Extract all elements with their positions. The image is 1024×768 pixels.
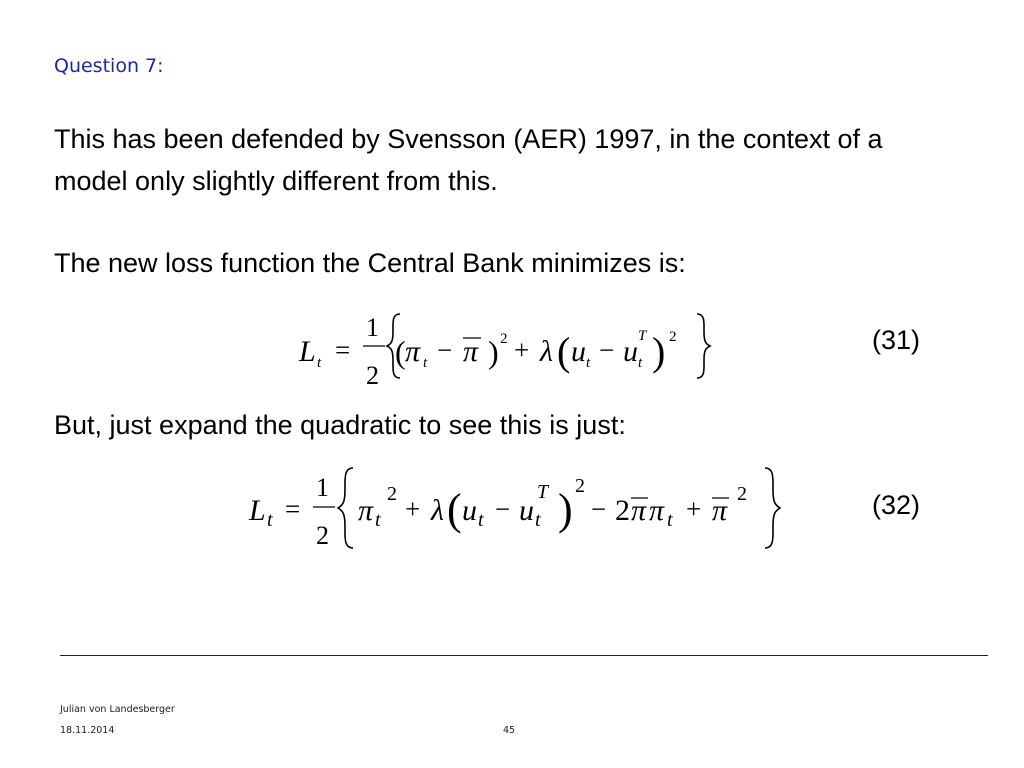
svg-text:): ) <box>652 329 666 374</box>
svg-text:(: ( <box>395 334 406 370</box>
svg-text:(: ( <box>557 329 571 374</box>
svg-text:T: T <box>537 481 549 503</box>
svg-text:t: t <box>638 355 643 371</box>
svg-text:+: + <box>514 335 530 365</box>
svg-text:=: = <box>285 494 301 524</box>
svg-text:u: u <box>571 335 586 368</box>
slide-heading: Question 7: <box>54 55 164 77</box>
svg-text:T: T <box>638 328 647 344</box>
equation-32 <box>245 462 795 557</box>
svg-text:2: 2 <box>316 521 329 550</box>
svg-text:+: + <box>686 494 702 524</box>
svg-text:1: 1 <box>366 313 379 342</box>
svg-text:2: 2 <box>669 329 677 345</box>
svg-text:π: π <box>712 494 728 527</box>
svg-text:t: t <box>423 355 428 371</box>
svg-text:2: 2 <box>366 361 379 390</box>
svg-text:(: ( <box>447 485 462 534</box>
svg-text:u: u <box>519 494 534 527</box>
paragraph-svensson: This has been defended by Svensson (AER) 1997, in the context of a model only slightly different from this. <box>54 124 883 196</box>
footer-author: Julian von Landesberger <box>60 704 175 715</box>
svg-text:): ) <box>488 334 499 370</box>
equation-31-number: (31) <box>872 325 921 355</box>
svg-text:2: 2 <box>615 494 630 527</box>
paragraph-expand-quadratic: But, just expand the quadratic to see this is just: <box>54 410 626 440</box>
svg-text:λ: λ <box>540 335 553 368</box>
svg-text:−: − <box>495 494 511 524</box>
svg-text:u: u <box>462 494 477 527</box>
svg-text:2: 2 <box>500 331 508 347</box>
svg-text:): ) <box>558 485 573 534</box>
svg-text:λ: λ <box>431 494 444 527</box>
svg-text:π: π <box>405 335 421 368</box>
svg-text:u: u <box>623 335 638 368</box>
svg-text:π: π <box>463 335 479 368</box>
svg-text:−: − <box>599 335 615 365</box>
page-number: 45 <box>503 725 516 736</box>
footer-divider <box>60 655 988 656</box>
paragraph-loss-function: The new loss function the Central Bank minimizes is: <box>54 248 686 278</box>
svg-text:L: L <box>299 335 316 368</box>
svg-text:π: π <box>631 494 647 527</box>
svg-text:t: t <box>535 509 541 531</box>
svg-text:t: t <box>586 355 591 371</box>
svg-text:π: π <box>358 494 374 527</box>
svg-text:π: π <box>649 494 665 527</box>
svg-text:1: 1 <box>316 473 329 502</box>
svg-text:=: = <box>335 335 351 365</box>
svg-text:t: t <box>375 509 381 531</box>
svg-text:+: + <box>405 494 421 524</box>
svg-text:2: 2 <box>575 475 585 497</box>
svg-text:2: 2 <box>737 483 747 505</box>
svg-text:t: t <box>667 509 673 531</box>
svg-text:2: 2 <box>387 483 397 505</box>
svg-text:t: t <box>478 509 484 531</box>
svg-text:t: t <box>317 355 322 371</box>
svg-text:−: − <box>591 494 607 524</box>
svg-text:t: t <box>267 509 273 531</box>
svg-text:L: L <box>249 494 266 527</box>
equation-31 <box>295 306 725 392</box>
footer-date: 18.11.2014 <box>60 725 115 736</box>
equation-32-number: (32) <box>872 490 921 520</box>
svg-text:−: − <box>437 335 453 365</box>
